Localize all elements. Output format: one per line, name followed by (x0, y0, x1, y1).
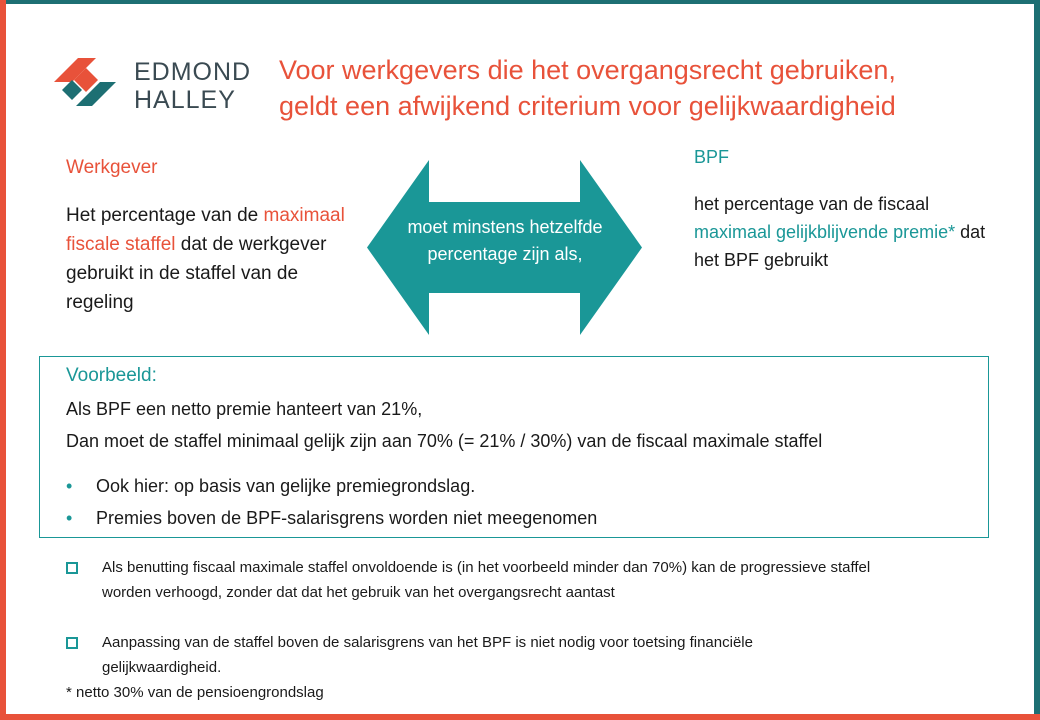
bullet-dot: • (66, 508, 73, 528)
example-line-1: Als BPF een netto premie hanteert van 21%, (66, 399, 423, 419)
edmond-halley-logo-icon (52, 52, 118, 108)
bpf-highlight: maximaal gelijkblijvende premie* (694, 222, 956, 242)
bpf-text-part1: het percentage van de fiscaal (694, 194, 930, 214)
example-heading: Voorbeeld: (66, 365, 157, 386)
page-title (279, 52, 1019, 124)
note-item (66, 630, 866, 680)
bpf-description (694, 190, 994, 274)
note-text: Als benutting fiscaal maximale staffel onvoldoende is (in het voorbeeld minder dan 70%) kan de progressieve staffel worden verhoogd, zonder dat dat het gebruik van het overgangsrecht aantast (102, 559, 871, 601)
example-bullet-text: Ook hier: op basis van gelijke premiegrondslag. (96, 476, 476, 496)
employer-text-part2: dat de werkgever gebruikt in de staffel van de regeling (66, 234, 327, 313)
arrow-label: moet minstens hetzelfde percentage zijn als, (407, 217, 603, 264)
footnote: * netto 30% van de pensioengrondslag (66, 684, 324, 701)
title-line-1: Voor werkgevers die het overgangsrecht gebruiken, (279, 55, 896, 85)
frame-bottom-border (0, 714, 1040, 720)
employer-description (66, 201, 366, 317)
example-bullet-1 (66, 476, 475, 497)
example-bullet-text: Premies boven de BPF-salarisgrens worden niet meegenomen (96, 508, 598, 528)
square-bullet-icon (66, 637, 78, 649)
frame-left-border (0, 0, 6, 720)
title-line-2: geldt een afwijkend criterium voor gelijkwaardigheid (279, 91, 896, 121)
note-item (66, 555, 871, 630)
frame-right-border (1034, 0, 1040, 720)
bpf-text-part2: dat het BPF gebruikt (694, 222, 986, 270)
employer-heading: Werkgever (66, 157, 158, 178)
note-text: Aanpassing van de staffel boven de salarisgrens van het BPF is niet nodig voor toetsing financiële gelijkwaardigheid. (102, 634, 753, 676)
logo-wordmark (134, 58, 251, 114)
employer-text-part1: Het percentage van de (66, 205, 264, 226)
example-line-2: Dan moet de staffel minimaal gelijk zijn aan 70% (= 21% / 30%) van de fiscaal maximale staffel (66, 431, 823, 451)
logo-line-1: EDMOND (134, 58, 252, 86)
bullet-dot: • (66, 476, 73, 496)
logo-line-2: HALLEY (134, 86, 236, 114)
example-bullet-2 (66, 508, 597, 529)
bpf-heading: BPF (694, 147, 730, 167)
employer-highlight: maximaal fiscale staffel (66, 205, 345, 255)
frame-top-border (0, 0, 1040, 4)
square-bullet-icon (66, 562, 78, 574)
